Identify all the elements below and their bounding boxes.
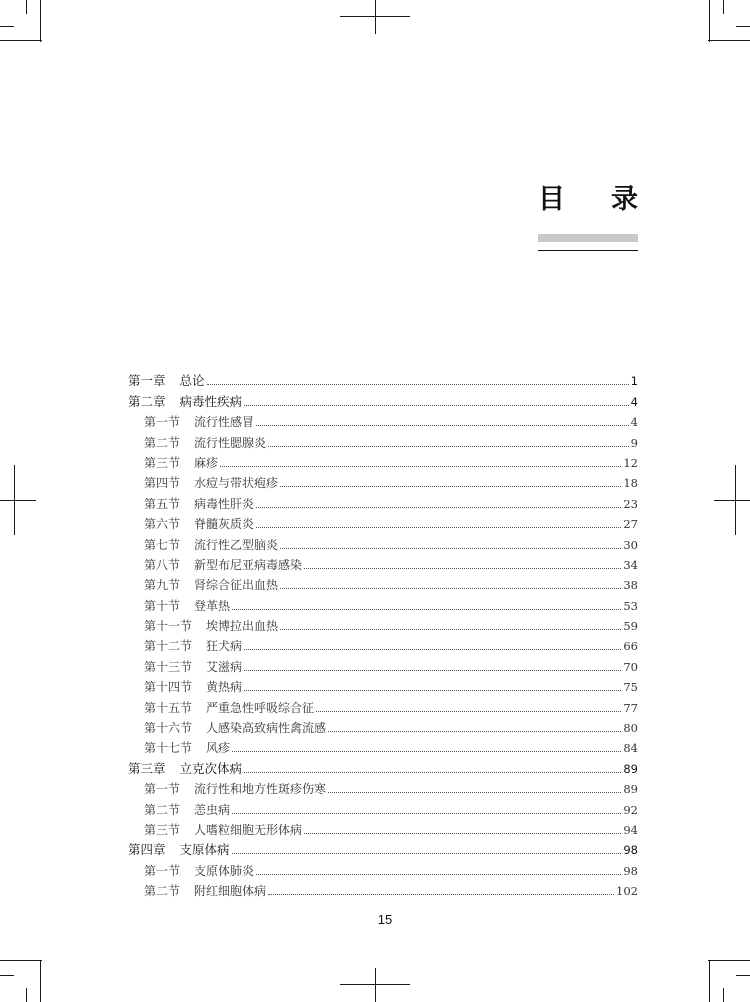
toc-entry-number: 第十七节 (144, 741, 193, 756)
toc-entry-number: 第三章 (128, 760, 166, 776)
toc-entry-title: 水痘与带状疱疹 (194, 476, 279, 491)
toc-section-entry[interactable] (128, 776, 638, 796)
toc-section-entry[interactable] (128, 878, 638, 898)
toc-entry-number: 第一章 (128, 373, 166, 389)
dot-leader (268, 445, 629, 447)
toc-section-entry[interactable] (128, 531, 638, 551)
toc-section-entry[interactable] (128, 715, 638, 735)
toc-entry-number: 第八节 (144, 557, 181, 572)
table-of-contents (128, 368, 638, 898)
dot-leader (280, 485, 621, 487)
dot-leader (256, 506, 621, 508)
toc-entry-number: 第五节 (144, 496, 181, 511)
dot-leader (232, 812, 621, 814)
dot-leader (316, 710, 621, 712)
toc-section-entry[interactable] (128, 817, 638, 837)
toc-entry-number: 第二节 (144, 435, 181, 450)
dot-leader (244, 689, 621, 691)
toc-entry-page: 92 (623, 802, 638, 817)
dot-leader (256, 873, 621, 875)
toc-entry-number: 第二节 (144, 884, 181, 899)
toc-section-entry[interactable] (128, 450, 638, 470)
dot-leader (244, 669, 621, 671)
dot-leader (256, 526, 621, 528)
toc-entry-number: 第二章 (128, 393, 166, 409)
toc-entry-number: 第十二节 (144, 639, 193, 654)
toc-entry-number: 第一节 (144, 782, 181, 797)
toc-section-entry[interactable] (128, 613, 638, 633)
toc-entry-number: 第十五节 (144, 700, 193, 715)
toc-entry-title: 流行性和地方性斑疹伤寒 (194, 782, 327, 797)
toc-entry-page: 23 (623, 496, 638, 511)
title-char-1: 目 (538, 184, 565, 215)
toc-section-entry[interactable] (128, 796, 638, 816)
toc-entry-page: 102 (616, 884, 638, 899)
dot-leader (207, 383, 629, 385)
toc-chapter-entry[interactable] (128, 755, 638, 775)
toc-entry-title: 艾滋病 (206, 659, 243, 674)
toc-entry-title: 人嗜粒细胞无形体病 (194, 822, 303, 837)
toc-section-entry[interactable] (128, 735, 638, 755)
dot-leader (280, 547, 621, 549)
title-underline (538, 250, 638, 251)
toc-section-entry[interactable] (128, 857, 638, 877)
dot-leader (232, 750, 621, 752)
toc-entry-page: 27 (623, 517, 638, 532)
toc-entry-page: 30 (623, 537, 638, 552)
toc-section-entry[interactable] (128, 633, 638, 653)
title-decor-bar (538, 234, 638, 242)
toc-entry-page: 89 (623, 761, 638, 776)
toc-entry-title: 黄热病 (206, 680, 243, 695)
toc-section-entry[interactable] (128, 409, 638, 429)
dot-leader (244, 771, 621, 773)
dot-leader (328, 791, 621, 793)
toc-section-entry[interactable] (128, 653, 638, 673)
title-char-2: 录 (611, 184, 638, 215)
dot-leader (304, 567, 621, 569)
toc-entry-number: 第三节 (144, 822, 181, 837)
toc-section-entry[interactable] (128, 429, 638, 449)
toc-entry-title: 风疹 (206, 741, 231, 756)
toc-entry-number: 第三节 (144, 455, 181, 470)
toc-entry-number: 第六节 (144, 517, 181, 532)
toc-entry-number: 第四节 (144, 476, 181, 491)
toc-section-entry[interactable] (128, 490, 638, 510)
toc-entry-page: 89 (623, 782, 638, 797)
toc-entry-page: 53 (623, 598, 638, 613)
dot-leader (232, 852, 622, 854)
toc-entry-title: 恙虫病 (194, 802, 231, 817)
toc-entry-number: 第九节 (144, 578, 181, 593)
dot-leader (244, 404, 629, 406)
toc-entry-page: 80 (623, 721, 638, 736)
dot-leader (244, 648, 621, 650)
dot-leader (268, 893, 614, 895)
dot-leader (220, 465, 621, 467)
toc-entry-page: 66 (623, 639, 638, 654)
toc-entry-page: 94 (623, 822, 638, 837)
toc-entry-number: 第十六节 (144, 721, 193, 736)
toc-entry-number: 第四章 (128, 842, 166, 858)
toc-entry-title: 立克次体病 (179, 760, 243, 776)
toc-entry-page: 4 (630, 415, 638, 430)
toc-entry-title: 脊髓灰质炎 (194, 517, 255, 532)
toc-entry-title: 总论 (179, 373, 205, 389)
toc-section-entry[interactable] (128, 592, 638, 612)
dot-leader (256, 424, 629, 426)
dot-leader (232, 608, 621, 610)
toc-entry-title: 登革热 (194, 598, 231, 613)
toc-entry-title: 流行性感冒 (194, 415, 255, 430)
toc-entry-title: 支原体病 (179, 842, 230, 858)
toc-entry-page: 1 (630, 374, 638, 389)
toc-entry-title: 人感染高致病性禽流感 (206, 721, 327, 736)
toc-entry-page: 59 (623, 619, 638, 634)
toc-entry-title: 病毒性疾病 (179, 393, 243, 409)
dot-leader (280, 587, 621, 589)
dot-leader (280, 628, 621, 630)
toc-entry-page: 38 (623, 578, 638, 593)
page-title (538, 182, 638, 218)
toc-entry-title: 肾综合征出血热 (194, 578, 279, 593)
toc-entry-page: 9 (630, 435, 638, 450)
toc-entry-page: 77 (623, 700, 638, 715)
toc-entry-number: 第一节 (144, 863, 181, 878)
toc-section-entry[interactable] (128, 552, 638, 572)
dot-leader (328, 730, 621, 732)
toc-section-entry[interactable] (128, 470, 638, 490)
toc-entry-title: 流行性乙型脑炎 (194, 537, 279, 552)
toc-entry-title: 流行性腮腺炎 (194, 435, 267, 450)
toc-entry-number: 第一节 (144, 415, 181, 430)
toc-chapter-entry[interactable] (128, 368, 638, 388)
toc-section-entry[interactable] (128, 572, 638, 592)
toc-entry-number: 第二节 (144, 802, 181, 817)
toc-entry-title: 附红细胞体病 (194, 884, 267, 899)
toc-entry-page: 98 (623, 863, 638, 878)
toc-entry-title: 狂犬病 (206, 639, 243, 654)
toc-entry-title: 严重急性呼吸综合征 (206, 700, 315, 715)
toc-entry-title: 埃博拉出血热 (206, 619, 279, 634)
toc-entry-number: 第十节 (144, 598, 181, 613)
dot-leader (304, 832, 621, 834)
toc-entry-number: 第十三节 (144, 659, 193, 674)
toc-entry-page: 70 (623, 659, 638, 674)
toc-entry-page: 75 (623, 680, 638, 695)
toc-section-entry[interactable] (128, 674, 638, 694)
toc-entry-page: 4 (630, 394, 638, 409)
toc-entry-page: 18 (623, 476, 638, 491)
toc-entry-page: 84 (623, 741, 638, 756)
toc-chapter-entry[interactable] (128, 837, 638, 857)
toc-entry-page: 34 (623, 557, 638, 572)
toc-section-entry[interactable] (128, 511, 638, 531)
toc-entry-title: 新型布尼亚病毒感染 (194, 557, 303, 572)
toc-entry-title: 麻疹 (194, 455, 219, 470)
toc-section-entry[interactable] (128, 694, 638, 714)
toc-chapter-entry[interactable] (128, 388, 638, 408)
toc-entry-title: 支原体肺炎 (194, 863, 255, 878)
page-number: 15 (377, 912, 393, 927)
toc-entry-page: 98 (623, 843, 638, 858)
toc-entry-number: 第七节 (144, 537, 181, 552)
toc-entry-page: 12 (623, 455, 638, 470)
toc-entry-title: 病毒性肝炎 (194, 496, 255, 511)
toc-entry-number: 第十一节 (144, 619, 193, 634)
toc-entry-number: 第十四节 (144, 680, 193, 695)
